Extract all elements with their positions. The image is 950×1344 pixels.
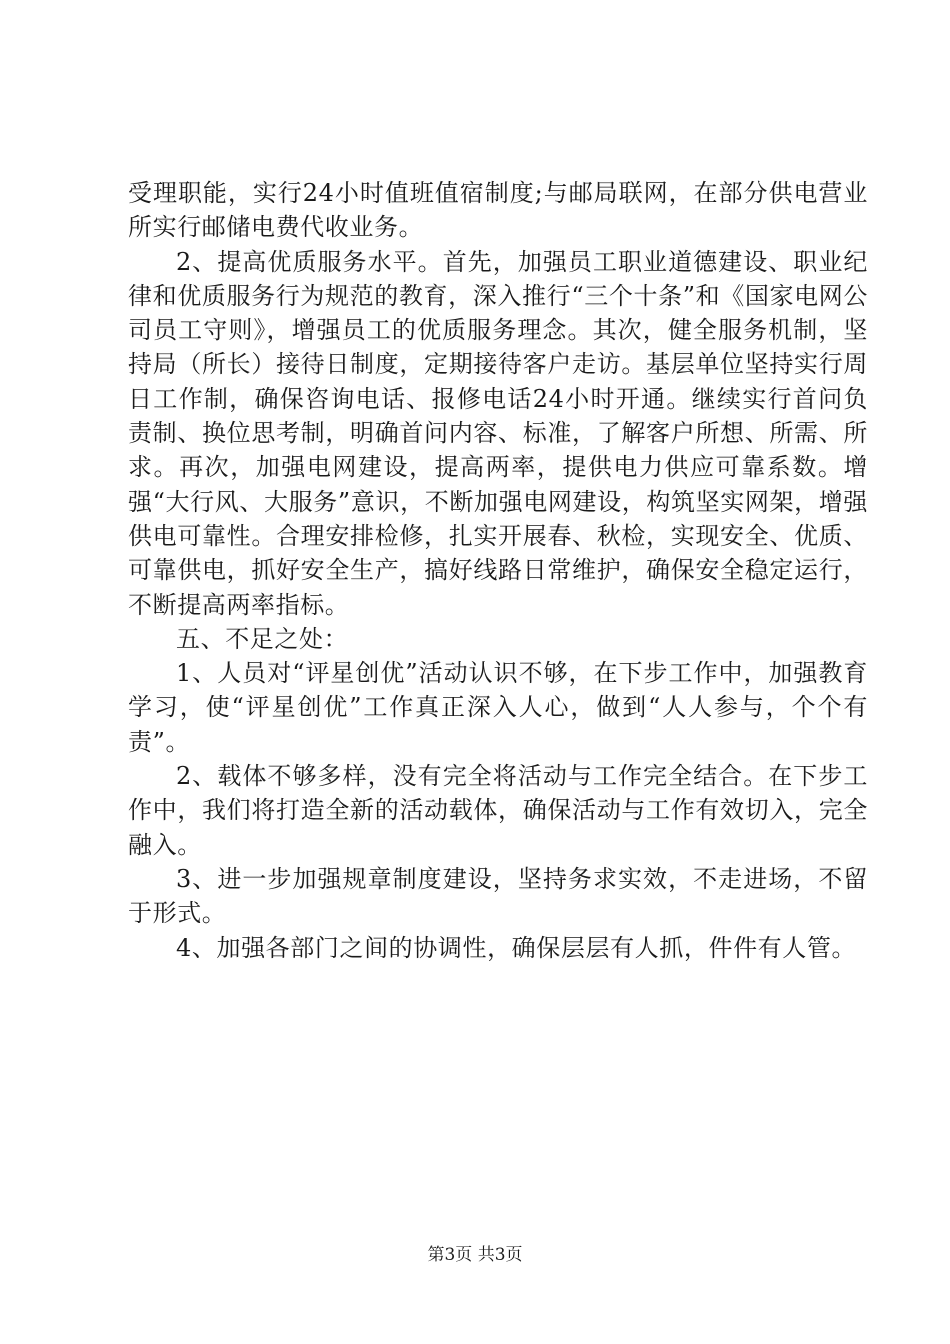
paragraph-p6: 3、进一步加强规章制度建设，坚持务求实效，不走进场，不留于形式。	[128, 864, 868, 928]
document-body	[128, 176, 868, 965]
paragraph-p2: 2、提高优质服务水平。首先，加强员工职业道德建设、职业纪律和优质服务行为规范的教育，深入推行“三个十条”和《国家电网公司员工守则》，增强员工的优质服务理念。其次，健全服务机制，坚持局（所长）接待日制度，定期接待客户走访。基层单位坚持实行周日工作制，确保咨询电话、报修电话24小时开通。继续实行首问负责制、换位思考制，明确首问内容、标准，了解客户所想、所需、所求。再次，加强电网建设，提高两率，提供电力供应可靠系数。增强“大行风、大服务”意识，不断加强电网建设，构筑坚实网架，增强供电可靠性。合理安排检修，扎实开展春、秋检，实现安全、优质、可靠供电，抓好安全生产，搞好线路日常维护，确保安全稳定运行，不断提高两率指标。	[128, 247, 868, 619]
paragraph-p5: 2、载体不够多样，没有完全将活动与工作完全结合。在下步工作中，我们将打造全新的活动载体，确保活动与工作有效切入，完全融入。	[128, 762, 868, 859]
page-number-indicator: 第3页 共3页	[427, 1245, 523, 1265]
paragraph-p4: 1、人员对“评星创优”活动认识不够，在下步工作中，加强教育学习，使“评星创优”工作真正深入人心，做到“人人参与，个个有责”。	[128, 659, 868, 756]
paragraph-p7: 4、加强各部门之间的协调性，确保层层有人抓，件件有人管。	[176, 933, 857, 962]
page-footer	[0, 1244, 950, 1266]
section-heading-shortcomings: 五、不足之处：	[176, 624, 349, 653]
paragraph-p1: 受理职能，实行24小时值班值宿制度;与邮局联网，在部分供电营业所实行邮储电费代收业务。	[128, 179, 868, 242]
